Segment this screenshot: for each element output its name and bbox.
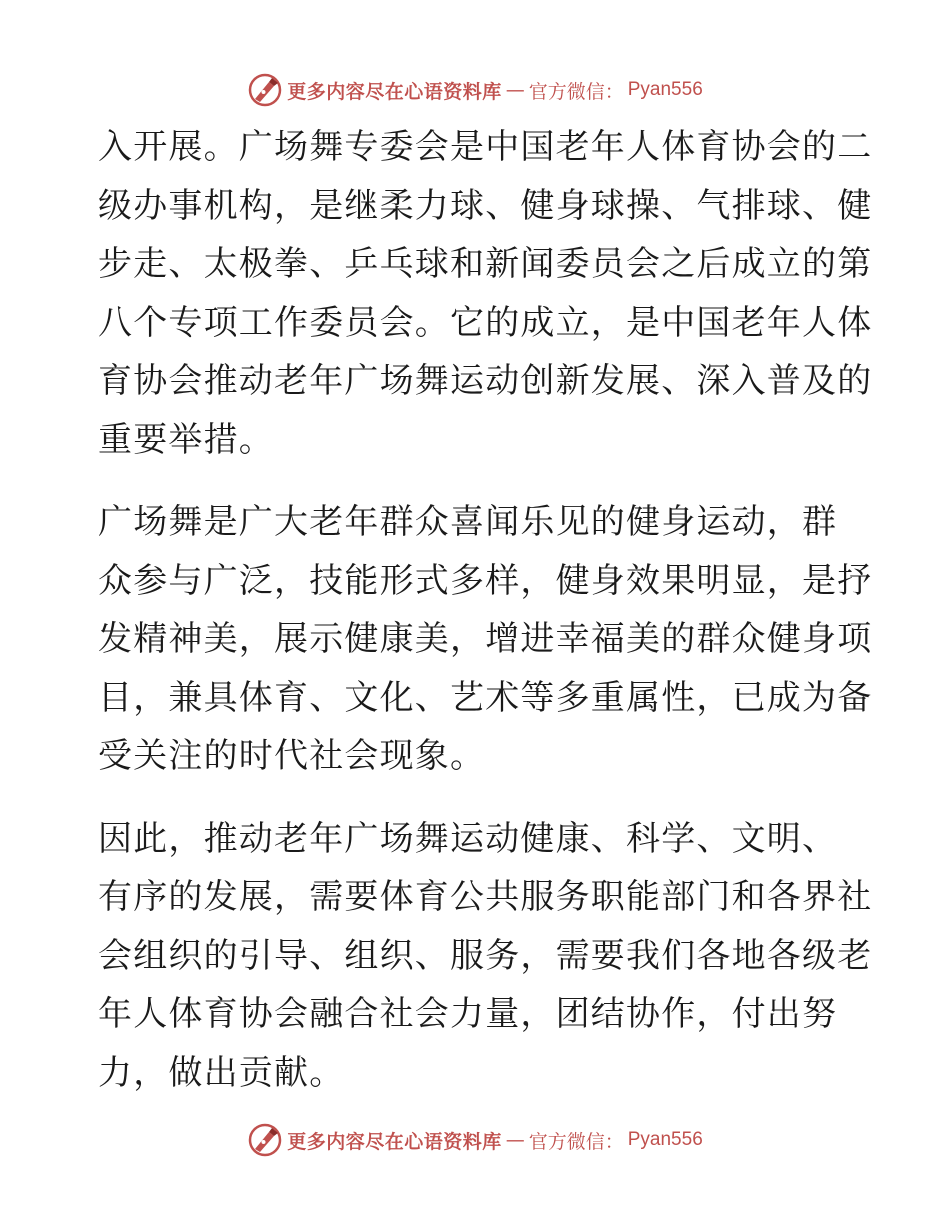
text-line: 步走、太极拳、乒乓球和新闻委员会之后成立的第 — [98, 244, 873, 284]
paragraph-spacer — [98, 469, 858, 493]
text-line: 目，兼具体育、文化、艺术等多重属性，已成为备 — [98, 677, 873, 718]
text-line: 年人体育协会融合社会力量，团结协作，付出努 — [98, 994, 838, 1034]
paragraph-1 — [98, 118, 873, 469]
paragraph-2 — [98, 493, 873, 786]
banner-wechat-label: 官方微信： — [528, 1130, 624, 1153]
paragraph-3 — [98, 810, 873, 1103]
text-line: 广场舞是广大老年群众喜闻乐见的健身运动，群 — [98, 502, 838, 542]
banner-site-text: 更多内容尽在心语资料库 — [287, 1130, 502, 1153]
text-line: 八个专项工作委员会。它的成立，是中国老年人体 — [98, 302, 873, 343]
text-line: 会组织的引导、组织、服务，需要我们各地各级老 — [98, 935, 873, 976]
header-banner — [0, 68, 950, 112]
pen-nib-logo-icon — [247, 1122, 283, 1158]
banner-wechat-id: Pyan556 — [627, 79, 703, 100]
text-line: 众参与广泛，技能形式多样，健身效果明显，是抒 — [98, 560, 873, 601]
text-line: 入开展。广场舞专委会是中国老年人体育协会的二 — [98, 127, 873, 167]
text-line: 因此，推动老年广场舞运动健康、科学、文明、 — [98, 818, 838, 859]
text-line: 有序的发展，需要体育公共服务职能部门和各界社 — [98, 877, 873, 917]
text-line: 育协会推动老年广场舞运动创新发展、深入普及的 — [98, 361, 873, 401]
banner-site-text: 更多内容尽在心语资料库 — [287, 80, 502, 103]
pen-nib-logo-icon — [247, 72, 283, 108]
text-line: 重要举措。 — [98, 419, 274, 460]
footer-banner — [0, 1118, 950, 1162]
banner-wechat-label: 官方微信： — [528, 80, 624, 103]
paragraph-spacer — [98, 786, 858, 810]
banner-wechat-id: Pyan556 — [627, 1129, 703, 1150]
text-line: 力，做出贡献。 — [98, 1052, 345, 1093]
document-body — [98, 118, 873, 1102]
text-line: 级办事机构，是继柔力球、健身球操、气排球、健 — [98, 185, 873, 226]
text-line: 发精神美，展示健康美，增进幸福美的群众健身项 — [98, 619, 873, 659]
banner-separator: — — [505, 1129, 525, 1151]
banner-separator: — — [505, 79, 525, 101]
text-line: 受关注的时代社会现象。 — [98, 736, 486, 776]
